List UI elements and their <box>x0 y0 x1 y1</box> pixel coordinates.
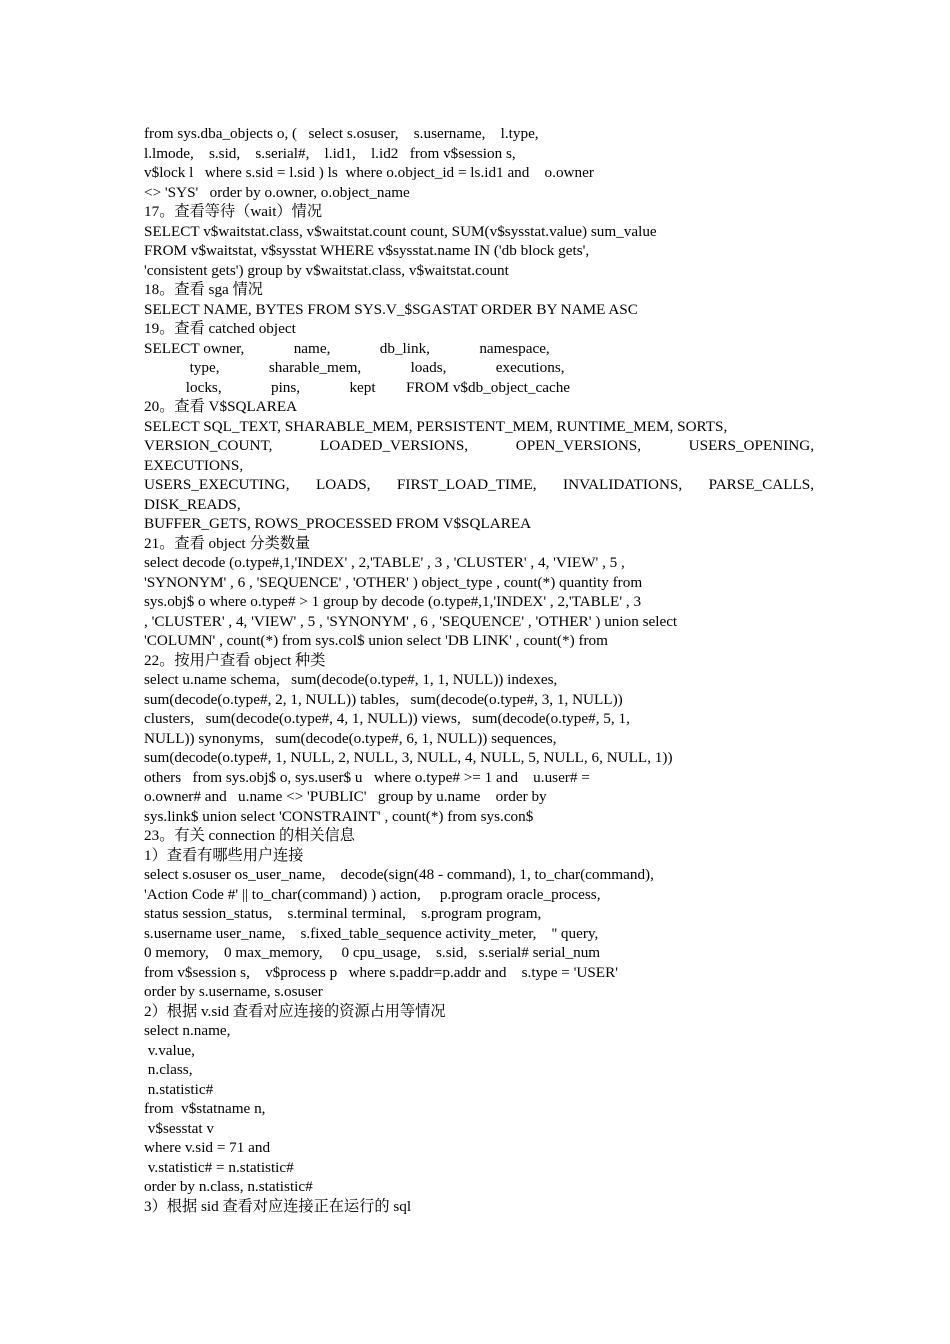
text-line: order by n.class, n.statistic# <box>144 1178 313 1195</box>
text-line: 'consistent gets') group by v$waitstat.class, v$waitstat.count <box>144 261 509 279</box>
text-line: o.owner# and u.name <> 'PUBLIC' group by u.name order by <box>144 788 547 805</box>
text-line: sum(decode(o.type#, 2, 1, NULL)) tables, sum(decode(o.type#, 3, 1, NULL)) <box>144 690 623 708</box>
text-line: VERSION_COUNT, LOADED_VERSIONS, OPEN_VERSIONS, USERS_OPENING, <box>144 437 814 454</box>
text-line: 20。查看 V$SQLAREA <box>144 398 298 415</box>
text-line: 'COLUMN' , count(*) from sys.col$ union select 'DB LINK' , count(*) from <box>144 632 608 649</box>
text-line: others from sys.obj$ o, sys.user$ u where o.type# >= 1 and u.user# = <box>144 768 590 786</box>
text-line: 'SYNONYM' , 6 , 'SEQUENCE' , 'OTHER' ) object_type , count(*) quantity from <box>144 573 643 591</box>
text-line: n.statistic# <box>144 1080 214 1098</box>
text-line: NULL)) synonyms, sum(decode(o.type#, 6, 1, NULL)) sequences, <box>144 729 557 747</box>
text-line: SELECT SQL_TEXT, SHARABLE_MEM, PERSISTENT_MEM, RUNTIME_MEM, SORTS, <box>144 417 728 435</box>
document-body <box>144 124 814 1216</box>
text-line: SELECT owner, name, db_link, namespace, <box>144 339 550 357</box>
text-line: SELECT v$waitstat.class, v$waitstat.count count, SUM(v$sysstat.value) sum_value <box>144 222 657 240</box>
text-line: 23。有关 connection 的相关信息 <box>144 827 355 844</box>
text-line: clusters, sum(decode(o.type#, 4, 1, NULL)) views, sum(decode(o.type#, 5, 1, <box>144 710 630 727</box>
text-line: <> 'SYS' order by o.owner, o.object_name <box>144 183 410 201</box>
text-line: 18。查看 sga 情况 <box>144 281 263 298</box>
text-line: order by s.username, s.osuser <box>144 983 323 1000</box>
text-line: 19。查看 catched object <box>144 320 296 337</box>
text-line: status session_status, s.terminal terminal, s.program program, <box>144 905 542 922</box>
text-line: 21。查看 object 分类数量 <box>144 534 311 552</box>
text-line: 17。查看等待（wait）情况 <box>144 203 323 220</box>
text-line: USERS_EXECUTING, LOADS, FIRST_LOAD_TIME, INVALIDATIONS, PARSE_CALLS, <box>144 476 814 493</box>
text-line: v.statistic# = n.statistic# <box>144 1158 294 1176</box>
text-line: select decode (o.type#,1,'INDEX' , 2,'TABLE' , 3 , 'CLUSTER' , 4, 'VIEW' , 5 , <box>144 554 625 571</box>
text-line: from v$statname n, <box>144 1100 266 1117</box>
text-line: 0 memory, 0 max_memory, 0 cpu_usage, s.sid, s.serial# serial_num <box>144 944 601 961</box>
text-line: from v$session s, v$process p where s.paddr=p.addr and s.type = 'USER' <box>144 963 618 981</box>
text-line: v.value, <box>144 1041 195 1059</box>
text-line: v$lock l where s.sid = l.sid ) ls where o.object_id = ls.id1 and o.owner <box>144 164 594 181</box>
text-line: 3）根据 sid 查看对应连接正在运行的 sql <box>144 1197 412 1215</box>
text-line: DISK_READS, <box>144 495 241 513</box>
text-line: s.username user_name, s.fixed_table_sequence activity_meter, '' query, <box>144 924 599 942</box>
text-line: select s.osuser os_user_name, decode(sign(48 - command), 1, to_char(command), <box>144 866 654 883</box>
text-line: , 'CLUSTER' , 4, 'VIEW' , 5 , 'SYNONYM' , 6 , 'SEQUENCE' , 'OTHER' ) union select <box>144 612 678 630</box>
text-line: 22。按用户查看 object 种类 <box>144 651 326 669</box>
text-line: where v.sid = 71 and <box>144 1139 271 1156</box>
text-line: select n.name, <box>144 1022 231 1039</box>
text-line: SELECT NAME, BYTES FROM SYS.V_$SGASTAT ORDER BY NAME ASC <box>144 300 638 318</box>
text-line: select u.name schema, sum(decode(o.type#, 1, 1, NULL)) indexes, <box>144 671 558 688</box>
text-line: EXECUTIONS, <box>144 456 244 474</box>
text-line: v$sesstat v <box>144 1119 215 1137</box>
text-line: sys.obj$ o where o.type# > 1 group by decode (o.type#,1,'INDEX' , 2,'TABLE' , 3 <box>144 593 642 610</box>
text-line: from sys.dba_objects o, ( select s.osuser, s.username, l.type, <box>144 125 539 142</box>
text-line: 1）查看有哪些用户连接 <box>144 846 304 864</box>
text-line: sum(decode(o.type#, 1, NULL, 2, NULL, 3, NULL, 4, NULL, 5, NULL, 6, NULL, 1)) <box>144 749 673 766</box>
text-line: n.class, <box>144 1061 193 1078</box>
text-line: type, sharable_mem, loads, executions, <box>144 359 565 376</box>
text-line: 2）根据 v.sid 查看对应连接的资源占用等情况 <box>144 1002 446 1020</box>
text-line: FROM v$waitstat, v$sysstat WHERE v$sysstat.name IN ('db block gets', <box>144 242 590 259</box>
text-line: sys.link$ union select 'CONSTRAINT' , count(*) from sys.con$ <box>144 807 534 825</box>
text-line: locks, pins, kept FROM v$db_object_cache <box>144 378 571 396</box>
text-line: BUFFER_GETS, ROWS_PROCESSED FROM V$SQLAREA <box>144 515 532 532</box>
text-line: l.lmode, s.sid, s.serial#, l.id1, l.id2 from v$session s, <box>144 144 516 162</box>
text-line: 'Action Code #' || to_char(command) ) action, p.program oracle_process, <box>144 885 601 903</box>
